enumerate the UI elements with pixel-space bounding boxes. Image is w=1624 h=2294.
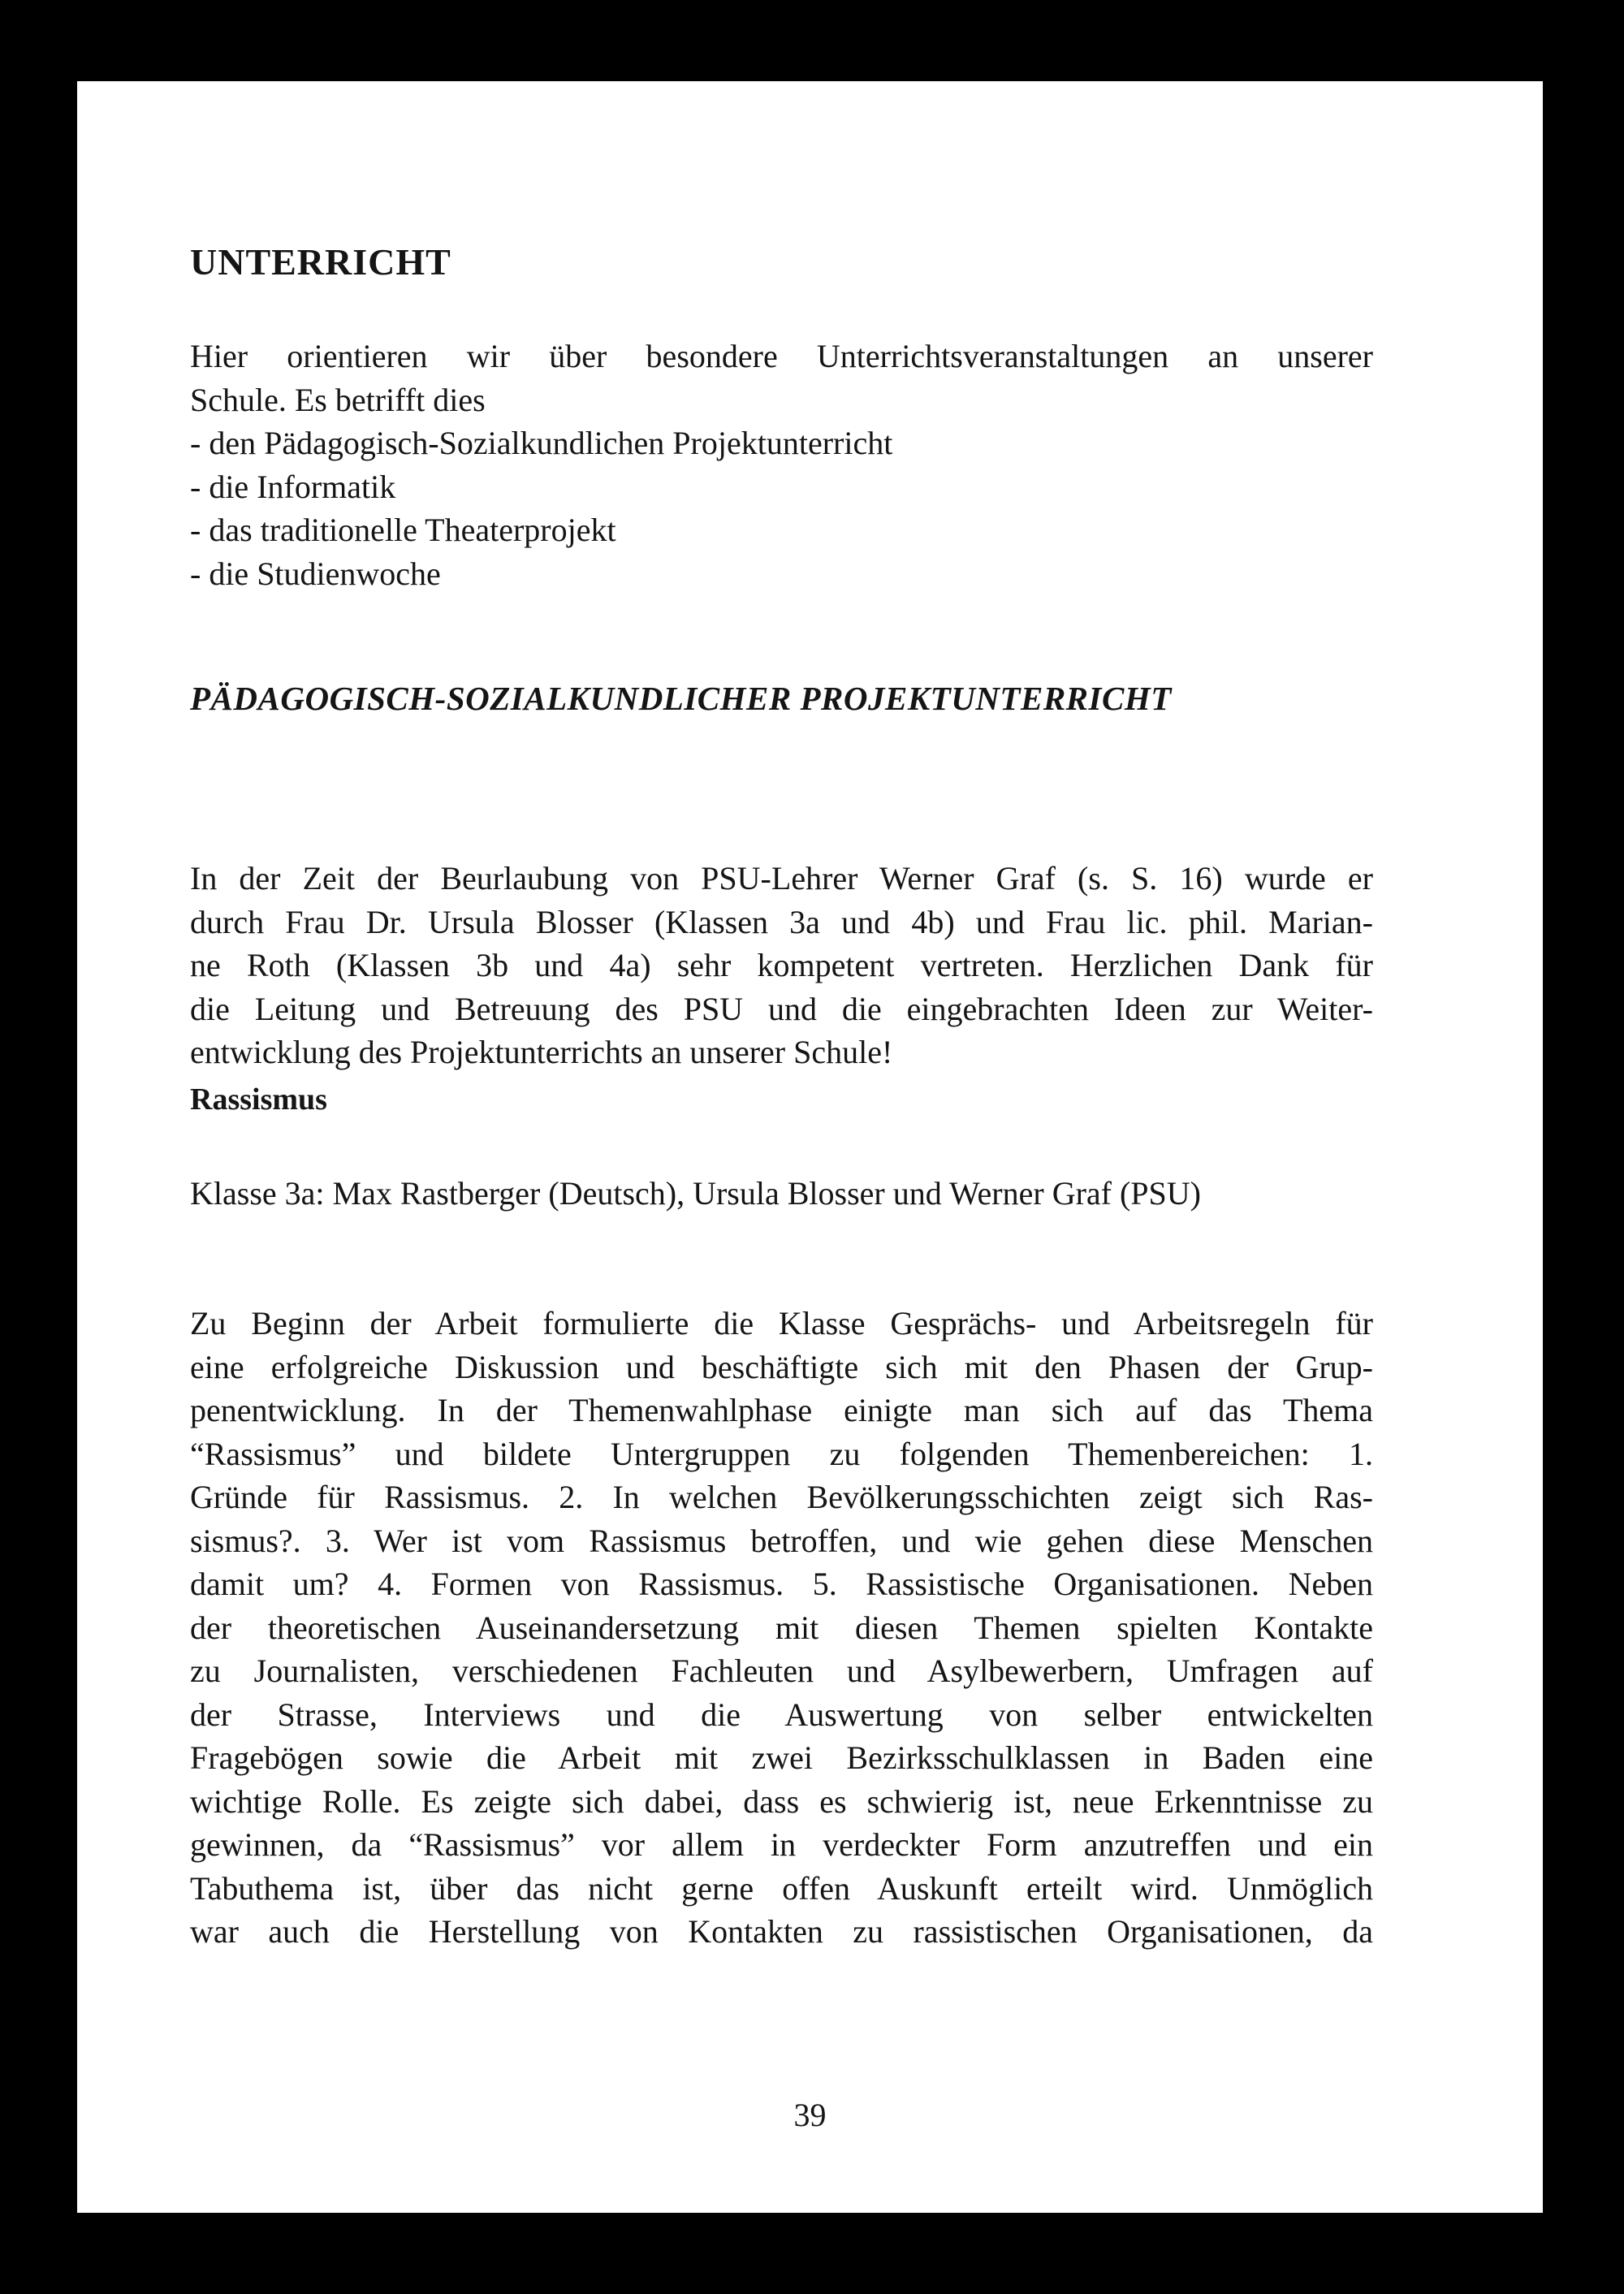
paragraph-line: In der Zeit der Beurlaubung von PSU-Lehrer Werner Graf (s. S. 16) wurde er xyxy=(190,860,1373,896)
heading-unterricht: UNTERRICHT xyxy=(190,241,451,283)
paragraph-line: sismus?. 3. Wer ist vom Rassismus betroffen, und wie gehen diese Menschen xyxy=(190,1522,1373,1559)
intro-line: Schule. Es betrifft dies xyxy=(190,381,486,418)
paragraph-line: eine erfolgreiche Diskussion und beschäftigte sich mit den Phasen der Grup- xyxy=(190,1348,1373,1385)
paragraph-line: penentwicklung. In der Themenwahlphase einigte man sich auf das Thema xyxy=(190,1392,1373,1428)
paragraph-line: gewinnen, da “Rassismus” vor allem in verdeckter Form anzutreffen und ein xyxy=(190,1826,1373,1863)
paragraph-line: wichtige Rolle. Es zeigte sich dabei, dass es schwierig ist, neue Erkenntnisse zu xyxy=(190,1782,1373,1820)
list-item: - die Studienwoche xyxy=(190,555,441,592)
page-number: 39 xyxy=(793,2097,827,2133)
klasse-line xyxy=(190,1172,1373,1216)
paragraph-line: der theoretischen Auseinandersetzung mit diesen Themen spielten Kontakte xyxy=(190,1609,1373,1646)
heading-psu: PÄDAGOGISCH-SOZIALKUNDLICHER PROJEKTUNTERRICHT xyxy=(190,680,1172,717)
paragraph-line: durch Frau Dr. Ursula Blosser (Klassen 3a und 4b) und Frau lic. phil. Marian- xyxy=(190,903,1373,940)
paragraph-line: ne Roth (Klassen 3b und 4a) sehr kompetent vertreten. Herzlichen Dank für xyxy=(190,947,1373,983)
paragraph-line: Zu Beginn der Arbeit formulierte die Klasse Gesprächs- und Arbeitsregeln für xyxy=(190,1305,1373,1341)
paragraph-line: Fragebögen sowie die Arbeit mit zwei Bezirksschulklassen in Baden eine xyxy=(190,1739,1373,1776)
paragraph-line: Klasse 3a: Max Rastberger (Deutsch), Ursula Blosser und Werner Graf (PSU) xyxy=(190,1175,1201,1212)
paragraph-line: zu Journalisten, verschiedenen Fachleuten und Asylbewerbern, Umfragen auf xyxy=(190,1652,1373,1689)
intro-line: Hier orientieren wir über besondere Unterrichtsveranstaltungen an unserer xyxy=(190,338,1373,374)
paragraph-line: “Rassismus” und bildete Untergruppen zu folgenden Themenbereichen: 1. xyxy=(190,1435,1373,1472)
paragraph-line: war auch die Herstellung von Kontakten zu rassistischen Organisationen, da xyxy=(190,1913,1373,1950)
paragraph-line: Tabuthema ist, über das nicht gerne offen Auskunft erteilt wird. Unmöglich xyxy=(190,1869,1373,1907)
paragraph-line: die Leitung und Betreuung des PSU und die eingebrachten Ideen zur Weiter- xyxy=(190,990,1373,1027)
paragraph-line: der Strasse, Interviews und die Auswertung von selber entwickelten xyxy=(190,1696,1373,1733)
paragraph-line: damit um? 4. Formen von Rassismus. 5. Rassistische Organisationen. Neben xyxy=(190,1566,1373,1602)
rassismus-paragraph xyxy=(190,1302,1373,1954)
paragraph-line: Gründe für Rassismus. 2. In welchen Bevölkerungsschichten zeigt sich Ras- xyxy=(190,1479,1373,1515)
list-item: - den Pädagogisch-Sozialkundlichen Projektunterricht xyxy=(190,425,893,461)
psu-paragraph xyxy=(190,857,1373,1074)
heading-rassismus: Rassismus xyxy=(190,1082,327,1117)
list-item: - die Informatik xyxy=(190,468,396,505)
intro-paragraph xyxy=(190,335,1373,595)
paragraph-line: entwicklung des Projektunterrichts an unserer Schule! xyxy=(190,1034,893,1070)
list-item: - das traditionelle Theaterprojekt xyxy=(190,512,616,548)
document-page xyxy=(77,81,1543,2213)
